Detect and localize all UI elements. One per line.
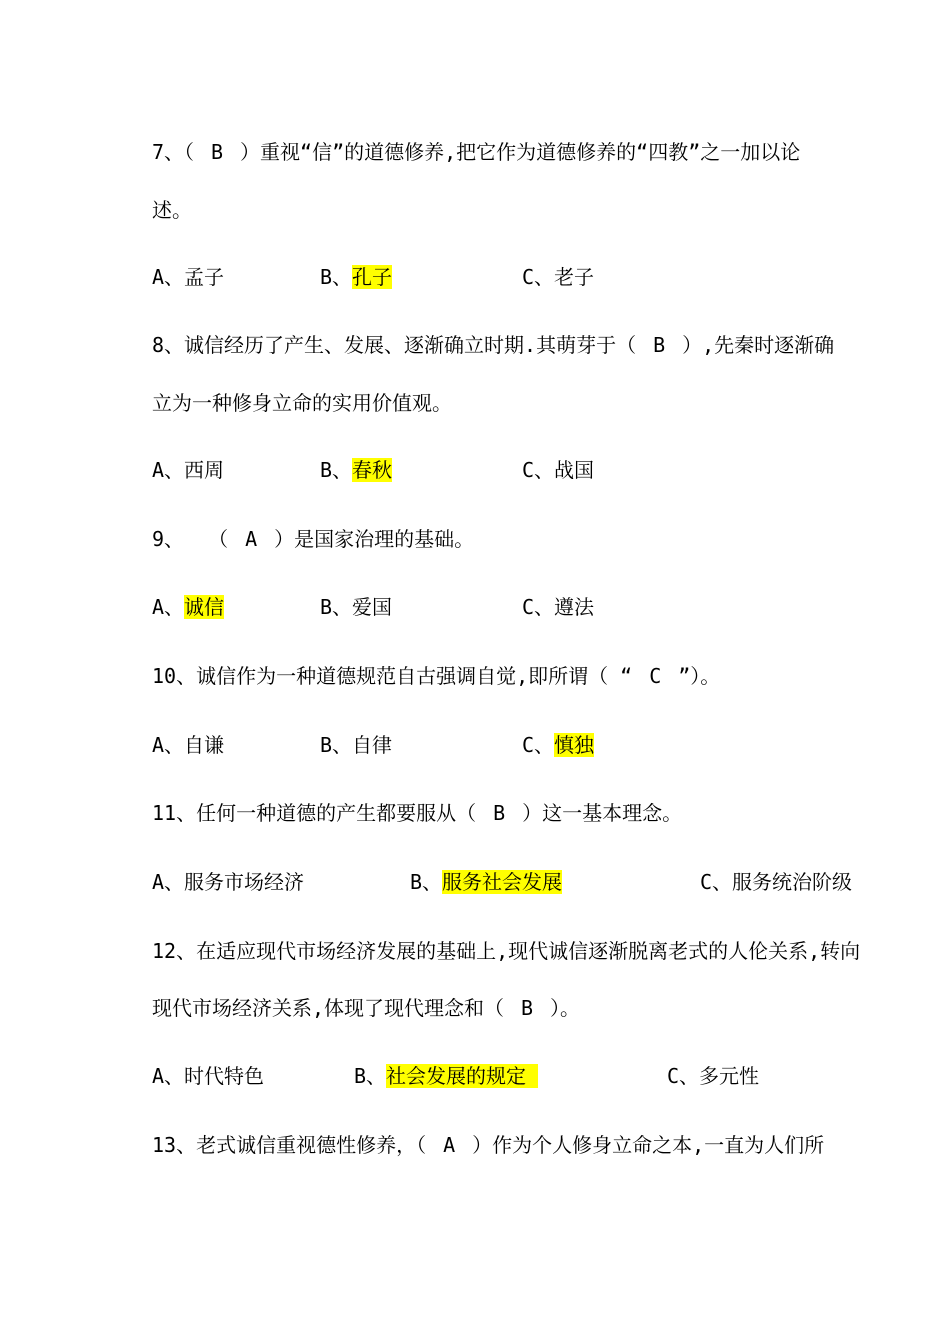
answer-letter: B: [521, 996, 534, 1020]
stem-text: 老式诚信重视德性修养，（: [196, 1133, 427, 1157]
option-b: [410, 868, 562, 896]
option-b: [320, 731, 392, 759]
question-10-stem: [152, 662, 720, 690]
option-label: C、: [522, 265, 555, 289]
option-label: A、: [152, 733, 185, 757]
option-label: B、: [410, 870, 443, 894]
option-c: [667, 1062, 759, 1090]
stem-text: ）,先秦时逐渐确: [682, 333, 835, 357]
option-b: [320, 593, 392, 621]
answer-letter: B: [653, 333, 666, 357]
option-text: 服务市场经济: [184, 870, 305, 894]
stem-text: 诚信作为一种道德规范自古强调自觉,即所谓（ “: [196, 664, 633, 688]
option-text: 西周: [184, 458, 225, 482]
stem-text: ）重视“信”的道德修养,把它作为道德修养的“四教”之一加以论: [240, 140, 801, 164]
option-text: 自谦: [184, 733, 225, 757]
option-label: C、: [522, 458, 555, 482]
option-label: A、: [152, 870, 185, 894]
option-label: B、: [354, 1064, 387, 1088]
option-c: [700, 868, 852, 896]
question-7-stem: [152, 138, 800, 166]
option-text: 时代特色: [184, 1064, 265, 1088]
stem-text: 任何一种道德的产生都要服从（: [196, 801, 477, 825]
option-label: C、: [522, 733, 555, 757]
option-c: [522, 593, 594, 621]
option-label: B、: [320, 265, 353, 289]
option-text-highlighted: 慎独: [554, 733, 595, 757]
option-text: 爱国: [352, 595, 393, 619]
stem-text: 诚信经历了产生、发展、逐渐确立时期.其萌芽于（: [184, 333, 637, 357]
option-label: B、: [320, 595, 353, 619]
question-8-stem: [152, 331, 834, 359]
stem-text: ）这一基本理念。: [522, 801, 683, 825]
option-text-highlighted: 诚信: [184, 595, 225, 619]
question-12-stem-cont: [152, 994, 580, 1022]
stem-text: ”）。: [678, 664, 721, 688]
option-text: 孟子: [184, 265, 225, 289]
question-12-stem: [152, 937, 860, 965]
option-label: A、: [152, 595, 185, 619]
option-text-highlighted: 春秋: [352, 458, 393, 482]
option-label: B、: [320, 458, 353, 482]
stem-text: ）。: [550, 996, 581, 1020]
option-text: 战国: [554, 458, 595, 482]
option-label: A、: [152, 458, 185, 482]
option-text: 多元性: [699, 1064, 760, 1088]
option-a: [152, 731, 224, 759]
question-number: 13、: [152, 1133, 197, 1157]
question-number: 12、: [152, 939, 197, 963]
option-text: 老子: [554, 265, 595, 289]
option-label: B、: [320, 733, 353, 757]
option-b: [320, 263, 392, 291]
option-label: A、: [152, 265, 185, 289]
option-c: [522, 263, 594, 291]
question-number: 11、: [152, 801, 197, 825]
option-text: 服务统治阶级: [732, 870, 853, 894]
option-b: [354, 1062, 538, 1090]
option-label: C、: [522, 595, 555, 619]
option-b: [320, 456, 392, 484]
answer-letter: A: [443, 1133, 456, 1157]
question-number: 10、: [152, 664, 197, 688]
option-a: [152, 593, 224, 621]
question-number: 8、: [152, 333, 185, 357]
option-a: [152, 263, 224, 291]
question-7-stem-cont: 述。: [152, 198, 192, 222]
answer-letter: B: [493, 801, 506, 825]
question-8-stem-cont: 立为一种修身立命的实用价值观。: [152, 391, 452, 415]
option-a: [152, 1062, 264, 1090]
stem-text: 在适应现代市场经济发展的基础上,现代诚信逐渐脱离老式的人伦关系,转向: [196, 939, 861, 963]
option-text-highlighted: 服务社会发展: [442, 870, 563, 894]
question-number: 9、: [152, 527, 185, 551]
question-11-stem: [152, 799, 682, 827]
option-label: C、: [667, 1064, 700, 1088]
stem-text: ）作为个人修身立命之本,一直为人们所: [472, 1133, 825, 1157]
question-number: 7、: [152, 140, 185, 164]
stem-text: （: [208, 527, 229, 551]
option-text-highlighted: 社会发展的规定: [386, 1064, 539, 1088]
question-13-stem: [152, 1131, 824, 1159]
answer-letter: A: [245, 527, 258, 551]
stem-text: （: [184, 140, 195, 164]
option-text: 自律: [352, 733, 393, 757]
stem-text: 现代市场经济关系,体现了现代理念和（: [152, 996, 505, 1020]
option-c: [522, 456, 594, 484]
option-text: 遵法: [554, 595, 595, 619]
option-c: [522, 731, 594, 759]
option-text-highlighted: 孔子: [352, 265, 393, 289]
option-a: [152, 456, 224, 484]
answer-letter: B: [211, 140, 224, 164]
option-a: [152, 868, 304, 896]
answer-letter: C: [649, 664, 662, 688]
option-label: A、: [152, 1064, 185, 1088]
option-label: C、: [700, 870, 733, 894]
question-9-stem: [152, 525, 474, 553]
stem-text: ）是国家治理的基础。: [274, 527, 475, 551]
